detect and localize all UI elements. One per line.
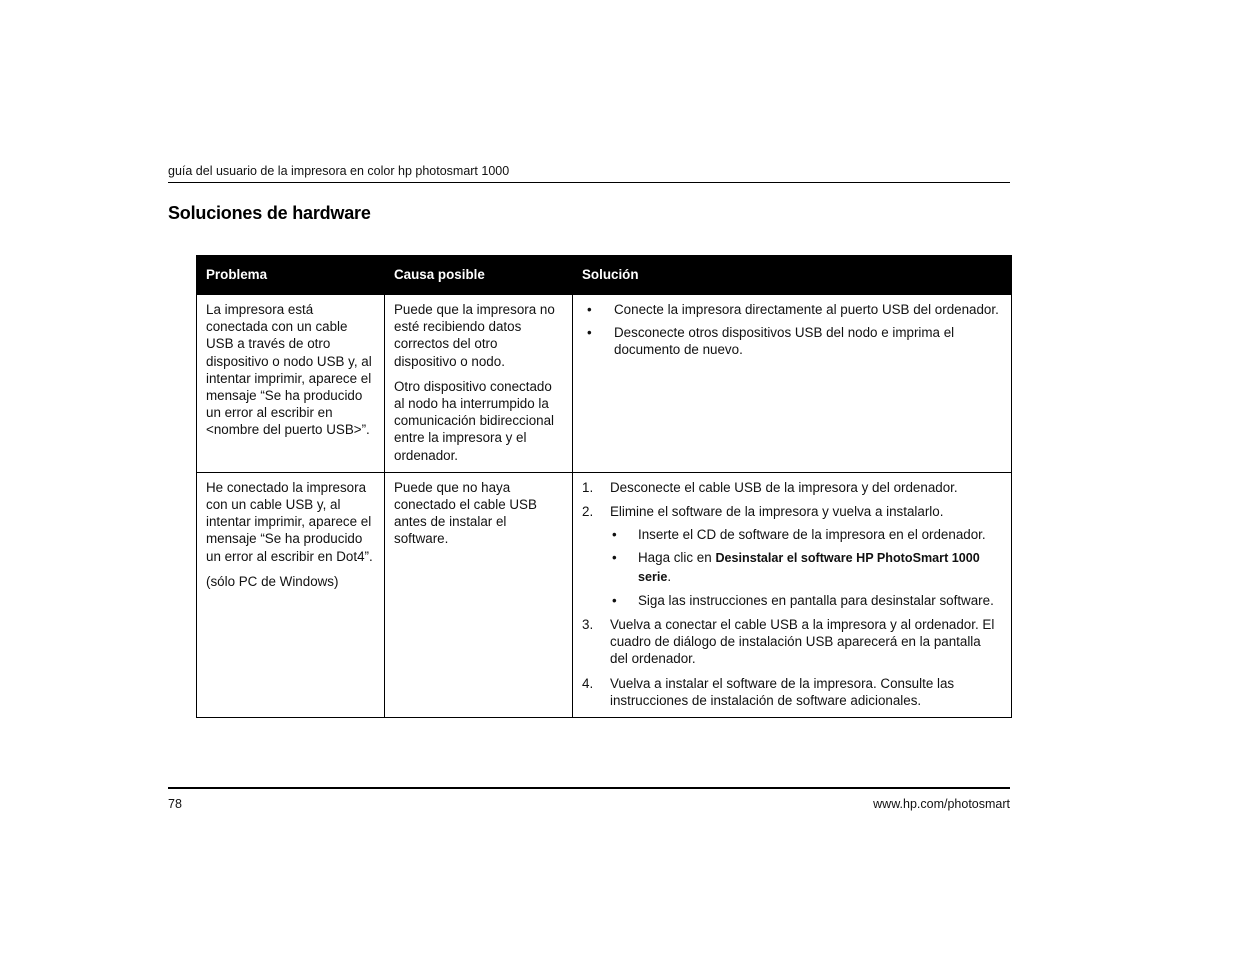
step-number: 3. — [582, 617, 594, 633]
header-divider — [168, 182, 1010, 183]
list-item — [582, 301, 1002, 318]
problem-note: (sólo PC de Windows) — [206, 573, 339, 589]
sub-step-text: Siga las instrucciones en pantalla para desinstalar software. — [638, 592, 994, 608]
list-item — [582, 616, 1002, 668]
step-text: Desconecte el cable USB de la impresora y del ordenador. — [610, 479, 958, 495]
list-item — [582, 479, 1002, 496]
column-header-problem: Problema — [197, 256, 385, 295]
table-header-row — [197, 256, 1012, 295]
cause-text: Otro dispositivo conectado al nodo ha interrumpido la comunicación bidireccional entre la impresora y el ordenador. — [394, 378, 555, 463]
table-row — [197, 472, 1012, 717]
running-header: guía del usuario de la impresora en color hp photosmart 1000 — [168, 164, 510, 178]
list-item — [582, 675, 1002, 709]
problem-text: He conectado la impresora con un cable USB y, al intentar imprimir, aparece el mensaje “Se ha producido un error al escribir en Dot4”. — [206, 479, 373, 564]
problem-cell — [197, 472, 385, 717]
step-number: 2. — [582, 504, 594, 520]
cause-text: Puede que no haya conectado el cable USB antes de instalar el software. — [394, 479, 537, 547]
step-number: 4. — [582, 675, 594, 691]
sub-step-prefix: Haga clic en — [638, 550, 712, 566]
step-text: Vuelva a conectar el cable USB a la impresora y al ordenador. El cuadro de diálogo de instalación USB aparecerá en la pantalla del ordenador. — [610, 617, 995, 667]
column-header-solution: Solución — [573, 256, 1012, 295]
page-number: 78 — [168, 797, 182, 811]
sub-step-emphasis: Desinstalar el software HP PhotoSmart 1000 serie — [638, 551, 980, 584]
troubleshooting-table — [196, 255, 1012, 718]
sub-steps — [610, 526, 1002, 609]
bullet-icon: • — [612, 550, 617, 566]
sub-step-suffix: . — [667, 568, 672, 584]
list-item — [582, 324, 1002, 358]
step-number: 1. — [582, 479, 594, 495]
solution-text: Desconecte otros dispositivos USB del nodo e imprima el documento de nuevo. — [614, 325, 955, 358]
list-item — [582, 503, 1002, 609]
step-text: Vuelva a instalar el software de la impresora. Consulte las instrucciones de instalación de software adicionales. — [610, 675, 955, 708]
cause-cell — [385, 295, 573, 473]
footer-url: www.hp.com/photosmart — [873, 797, 1010, 811]
cause-text: Puede que la impresora no esté recibiendo datos correctos del otro dispositivo o nodo. — [394, 302, 555, 369]
list-item — [610, 592, 1002, 609]
list-item — [610, 526, 1002, 543]
solution-cell — [573, 295, 1012, 473]
bullet-icon: • — [612, 527, 617, 543]
solution-steps — [582, 479, 1002, 709]
solution-text: Conecte la impresora directamente al puerto USB del ordenador. — [614, 302, 999, 317]
footer-divider — [168, 787, 1010, 789]
cause-cell — [385, 472, 573, 717]
bullet-icon: • — [587, 302, 592, 317]
table-row — [197, 295, 1012, 473]
bullet-icon: • — [612, 592, 617, 608]
solution-cell — [573, 472, 1012, 717]
bullet-icon: • — [587, 325, 592, 341]
solution-list — [582, 301, 1002, 359]
problem-cell — [197, 295, 385, 473]
sub-step-text: Inserte el CD de software de la impresora en el ordenador. — [638, 527, 986, 543]
column-header-cause: Causa posible — [385, 256, 573, 295]
list-item — [610, 549, 1002, 585]
step-text: Elimine el software de la impresora y vuelva a instalarlo. — [610, 504, 944, 520]
problem-text: La impresora está conectada con un cable USB a través de otro dispositivo o nodo USB y, al intentar imprimir, aparece el mensaje “Se ha producido un error al escribir en <nombre del puerto USB>”. — [206, 302, 372, 438]
section-title: Soluciones de hardware — [168, 203, 371, 223]
